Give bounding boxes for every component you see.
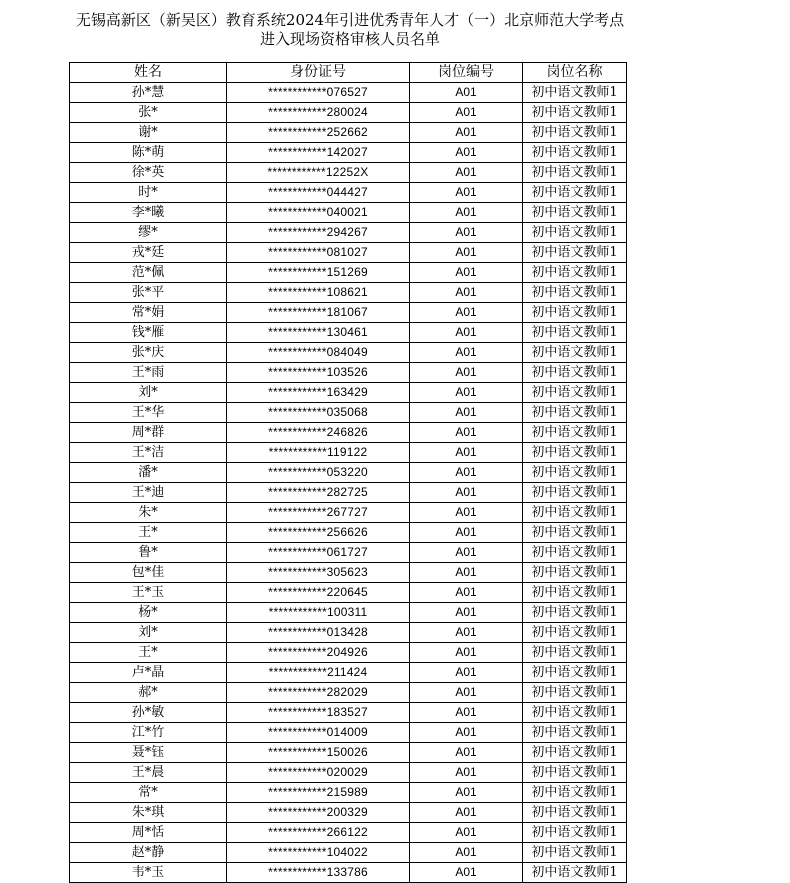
cell-position-name: 初中语文教师1: [523, 183, 627, 203]
cell-name: 张*: [70, 103, 227, 123]
cell-position-code: A01: [410, 83, 523, 103]
cell-name: 钱*雁: [70, 323, 227, 343]
table-row: [70, 323, 627, 343]
cell-id-number: ************040021: [227, 203, 410, 223]
table-row: [70, 143, 627, 163]
cell-position-code: A01: [410, 383, 523, 403]
cell-position-name: 初中语文教师1: [523, 483, 627, 503]
cell-id-number: ************151269: [227, 263, 410, 283]
cell-id-number: ************256626: [227, 523, 410, 543]
cell-position-name: 初中语文教师1: [523, 323, 627, 343]
cell-id-number: ************104022: [227, 843, 410, 863]
cell-id-number: ************130461: [227, 323, 410, 343]
cell-position-name: 初中语文教师1: [523, 563, 627, 583]
cell-name: 朱*琪: [70, 803, 227, 823]
cell-position-name: 初中语文教师1: [523, 403, 627, 423]
cell-name: 陈*萌: [70, 143, 227, 163]
table-row: [70, 803, 627, 823]
cell-position-code: A01: [410, 343, 523, 363]
cell-position-name: 初中语文教师1: [523, 343, 627, 363]
cell-position-code: A01: [410, 843, 523, 863]
cell-position-code: A01: [410, 363, 523, 383]
cell-position-code: A01: [410, 683, 523, 703]
cell-id-number: ************035068: [227, 403, 410, 423]
table-row: [70, 223, 627, 243]
cell-name: 郝*: [70, 683, 227, 703]
cell-position-name: 初中语文教师1: [523, 763, 627, 783]
table-row: [70, 583, 627, 603]
cell-position-code: A01: [410, 623, 523, 643]
cell-name: 常*娟: [70, 303, 227, 323]
cell-position-name: 初中语文教师1: [523, 163, 627, 183]
cell-id-number: ************266122: [227, 823, 410, 843]
table-row: [70, 363, 627, 383]
cell-position-code: A01: [410, 423, 523, 443]
cell-position-code: A01: [410, 203, 523, 223]
cell-position-name: 初中语文教师1: [523, 123, 627, 143]
cell-name: 王*洁: [70, 443, 227, 463]
cell-id-number: ************267727: [227, 503, 410, 523]
table-row: [70, 763, 627, 783]
cell-id-number: ************211424: [227, 663, 410, 683]
cell-position-name: 初中语文教师1: [523, 203, 627, 223]
cell-position-code: A01: [410, 243, 523, 263]
candidate-table: [69, 62, 627, 883]
cell-position-code: A01: [410, 603, 523, 623]
cell-position-code: A01: [410, 163, 523, 183]
table-row: [70, 463, 627, 483]
table-row: [70, 783, 627, 803]
cell-name: 戎*廷: [70, 243, 227, 263]
cell-position-code: A01: [410, 863, 523, 883]
table-row: [70, 823, 627, 843]
cell-position-name: 初中语文教师1: [523, 583, 627, 603]
cell-id-number: ************081027: [227, 243, 410, 263]
cell-name: 赵*静: [70, 843, 227, 863]
cell-position-code: A01: [410, 643, 523, 663]
table-row: [70, 663, 627, 683]
cell-id-number: ************282029: [227, 683, 410, 703]
cell-position-name: 初中语文教师1: [523, 723, 627, 743]
cell-name: 缪*: [70, 223, 227, 243]
cell-id-number: ************076527: [227, 83, 410, 103]
cell-name: 朱*: [70, 503, 227, 523]
table-row: [70, 103, 627, 123]
table-row: [70, 643, 627, 663]
cell-name: 王*晨: [70, 763, 227, 783]
header-id-number: 身份证号: [227, 63, 410, 83]
cell-position-code: A01: [410, 743, 523, 763]
cell-position-code: A01: [410, 783, 523, 803]
table-row: [70, 683, 627, 703]
cell-name: 鲁*: [70, 543, 227, 563]
cell-position-name: 初中语文教师1: [523, 283, 627, 303]
cell-name: 孙*慧: [70, 83, 227, 103]
cell-position-code: A01: [410, 223, 523, 243]
cell-position-name: 初中语文教师1: [523, 703, 627, 723]
cell-position-code: A01: [410, 183, 523, 203]
cell-id-number: ************280024: [227, 103, 410, 123]
cell-position-name: 初中语文教师1: [523, 383, 627, 403]
cell-position-code: A01: [410, 823, 523, 843]
cell-position-name: 初中语文教师1: [523, 843, 627, 863]
cell-position-name: 初中语文教师1: [523, 463, 627, 483]
cell-position-code: A01: [410, 443, 523, 463]
cell-id-number: ************163429: [227, 383, 410, 403]
cell-id-number: ************013428: [227, 623, 410, 643]
cell-id-number: ************142027: [227, 143, 410, 163]
cell-position-name: 初中语文教师1: [523, 503, 627, 523]
cell-position-name: 初中语文教师1: [523, 543, 627, 563]
cell-position-code: A01: [410, 103, 523, 123]
cell-id-number: ************103526: [227, 363, 410, 383]
table-row: [70, 403, 627, 423]
cell-name: 常*: [70, 783, 227, 803]
cell-position-name: 初中语文教师1: [523, 743, 627, 763]
header-name: 姓名: [70, 63, 227, 83]
cell-id-number: ************183527: [227, 703, 410, 723]
cell-id-number: ************200329: [227, 803, 410, 823]
table-row: [70, 483, 627, 503]
table-row: [70, 123, 627, 143]
table-row: [70, 183, 627, 203]
cell-name: 包*佳: [70, 563, 227, 583]
cell-name: 王*: [70, 643, 227, 663]
cell-position-name: 初中语文教师1: [523, 143, 627, 163]
cell-id-number: ************044427: [227, 183, 410, 203]
cell-name: 潘*: [70, 463, 227, 483]
cell-position-name: 初中语文教师1: [523, 103, 627, 123]
table-row: [70, 383, 627, 403]
cell-position-name: 初中语文教师1: [523, 243, 627, 263]
cell-position-code: A01: [410, 523, 523, 543]
table-row: [70, 503, 627, 523]
cell-name: 孙*敏: [70, 703, 227, 723]
table-row: [70, 283, 627, 303]
header-position-name: 岗位名称: [523, 63, 627, 83]
cell-name: 江*竹: [70, 723, 227, 743]
cell-position-name: 初中语文教师1: [523, 863, 627, 883]
table-row: [70, 863, 627, 883]
table-row: [70, 83, 627, 103]
cell-name: 韦*玉: [70, 863, 227, 883]
document-subtitle: 进入现场资格审核人员名单: [259, 30, 440, 48]
table-row: [70, 443, 627, 463]
table-row: [70, 523, 627, 543]
cell-position-name: 初中语文教师1: [523, 223, 627, 243]
cell-name: 王*: [70, 523, 227, 543]
cell-position-name: 初中语文教师1: [523, 263, 627, 283]
table-row: [70, 563, 627, 583]
cell-position-code: A01: [410, 703, 523, 723]
cell-position-name: 初中语文教师1: [523, 83, 627, 103]
cell-position-code: A01: [410, 543, 523, 563]
table-row: [70, 343, 627, 363]
cell-position-name: 初中语文教师1: [523, 623, 627, 643]
cell-name: 刘*: [70, 383, 227, 403]
cell-name: 谢*: [70, 123, 227, 143]
cell-name: 范*佩: [70, 263, 227, 283]
cell-position-code: A01: [410, 483, 523, 503]
cell-position-code: A01: [410, 403, 523, 423]
cell-id-number: ************084049: [227, 343, 410, 363]
table-row: [70, 543, 627, 563]
table-row: [70, 623, 627, 643]
table-row: [70, 723, 627, 743]
cell-position-code: A01: [410, 583, 523, 603]
cell-id-number: ************181067: [227, 303, 410, 323]
table-header-row: [70, 63, 627, 83]
cell-position-name: 初中语文教师1: [523, 303, 627, 323]
table-row: [70, 603, 627, 623]
cell-position-code: A01: [410, 663, 523, 683]
cell-position-code: A01: [410, 143, 523, 163]
cell-position-name: 初中语文教师1: [523, 803, 627, 823]
cell-position-code: A01: [410, 463, 523, 483]
table-row: [70, 163, 627, 183]
cell-id-number: ************215989: [227, 783, 410, 803]
cell-name: 张*平: [70, 283, 227, 303]
cell-position-name: 初中语文教师1: [523, 443, 627, 463]
cell-position-code: A01: [410, 323, 523, 343]
header-position-code: 岗位编号: [410, 63, 523, 83]
cell-id-number: ************020029: [227, 763, 410, 783]
cell-name: 聂*钰: [70, 743, 227, 763]
cell-position-name: 初中语文教师1: [523, 643, 627, 663]
cell-position-code: A01: [410, 123, 523, 143]
cell-position-code: A01: [410, 803, 523, 823]
cell-id-number: ************150026: [227, 743, 410, 763]
table-row: [70, 243, 627, 263]
cell-position-code: A01: [410, 303, 523, 323]
cell-id-number: ************133786: [227, 863, 410, 883]
cell-id-number: ************282725: [227, 483, 410, 503]
cell-name: 刘*: [70, 623, 227, 643]
cell-position-name: 初中语文教师1: [523, 683, 627, 703]
cell-id-number: ************061727: [227, 543, 410, 563]
cell-name: 杨*: [70, 603, 227, 623]
cell-position-code: A01: [410, 563, 523, 583]
cell-id-number: ************014009: [227, 723, 410, 743]
cell-id-number: ************12252X: [227, 163, 410, 183]
table-row: [70, 203, 627, 223]
cell-id-number: ************305623: [227, 563, 410, 583]
cell-name: 卢*晶: [70, 663, 227, 683]
table-row: [70, 743, 627, 763]
cell-name: 周*恬: [70, 823, 227, 843]
cell-name: 王*迪: [70, 483, 227, 503]
cell-name: 徐*英: [70, 163, 227, 183]
cell-position-code: A01: [410, 283, 523, 303]
cell-name: 时*: [70, 183, 227, 203]
cell-position-code: A01: [410, 723, 523, 743]
cell-id-number: ************100311: [227, 603, 410, 623]
table-row: [70, 263, 627, 283]
cell-name: 王*玉: [70, 583, 227, 603]
cell-id-number: ************294267: [227, 223, 410, 243]
cell-id-number: ************053220: [227, 463, 410, 483]
cell-position-name: 初中语文教师1: [523, 783, 627, 803]
cell-id-number: ************220645: [227, 583, 410, 603]
cell-name: 周*群: [70, 423, 227, 443]
cell-position-name: 初中语文教师1: [523, 423, 627, 443]
document-title: 无锡高新区（新吴区）教育系统2024年引进优秀青年人才（一）北京师范大学考点: [75, 11, 625, 29]
cell-id-number: ************246826: [227, 423, 410, 443]
cell-id-number: ************252662: [227, 123, 410, 143]
cell-name: 王*雨: [70, 363, 227, 383]
cell-id-number: ************204926: [227, 643, 410, 663]
cell-position-code: A01: [410, 763, 523, 783]
table-row: [70, 703, 627, 723]
cell-name: 张*庆: [70, 343, 227, 363]
cell-position-name: 初中语文教师1: [523, 823, 627, 843]
table-row: [70, 303, 627, 323]
cell-position-code: A01: [410, 503, 523, 523]
table-row: [70, 423, 627, 443]
cell-name: 王*华: [70, 403, 227, 423]
cell-position-code: A01: [410, 263, 523, 283]
cell-position-name: 初中语文教师1: [523, 363, 627, 383]
cell-name: 李*曦: [70, 203, 227, 223]
table-row: [70, 843, 627, 863]
cell-position-name: 初中语文教师1: [523, 663, 627, 683]
cell-position-name: 初中语文教师1: [523, 523, 627, 543]
cell-id-number: ************108621: [227, 283, 410, 303]
cell-id-number: ************119122: [227, 443, 410, 463]
cell-position-name: 初中语文教师1: [523, 603, 627, 623]
